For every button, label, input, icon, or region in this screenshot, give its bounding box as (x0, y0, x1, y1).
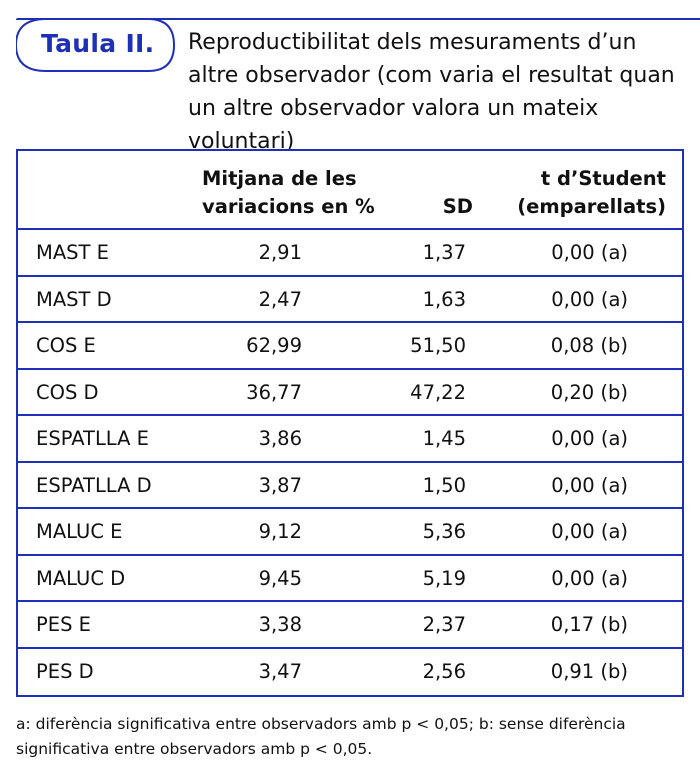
row-name: COS E (36, 334, 96, 357)
row-name: MAST D (36, 287, 112, 311)
row-mean: 3,47 (258, 659, 302, 683)
row-mean: 36,77 (246, 380, 302, 404)
row-sd: 2,56 (422, 659, 466, 683)
table-label: Taula II. (41, 29, 155, 58)
row-sd: 51,50 (410, 334, 466, 357)
row-name: COS D (36, 380, 99, 404)
row-name: PES D (36, 659, 94, 683)
table-row (18, 323, 682, 370)
row-t-student: 0,17 (b) (550, 613, 628, 636)
table-row (18, 463, 682, 510)
row-name: ESPATLLA E (36, 427, 149, 450)
row-mean: 2,91 (258, 241, 302, 264)
row-sd: 1,50 (422, 473, 466, 497)
table-row (18, 649, 682, 696)
row-t-student: 0,08 (b) (550, 334, 628, 357)
row-name: ESPATLLA D (36, 473, 152, 497)
row-t-student: 0,00 (a) (551, 566, 628, 590)
table-row (18, 370, 682, 417)
row-sd: 1,45 (422, 427, 466, 450)
row-sd: 5,19 (422, 566, 466, 590)
row-sd: 5,36 (422, 520, 466, 543)
header-sd: SD (442, 195, 473, 218)
table-caption: Reproductibilitat dels mesuraments d’un altre observador (com varia el resultat quan un altre observador valora un mateix voluntari) (188, 30, 675, 154)
row-t-student: 0,20 (b) (550, 380, 628, 404)
table-row (18, 277, 682, 324)
row-t-student: 0,00 (a) (551, 427, 628, 450)
table-row (18, 509, 682, 556)
row-mean: 9,12 (258, 520, 302, 543)
table-footnote: a: diferència significativa entre observadors amb p < 0,05; b: sense diferència significativa entre observadors amb p < 0,05. (16, 715, 626, 758)
table-header-row (18, 151, 682, 230)
row-name: MALUC E (36, 520, 123, 543)
row-name: MALUC D (36, 566, 126, 590)
row-sd: 2,37 (422, 613, 466, 636)
row-t-student: 0,00 (a) (551, 241, 628, 264)
header-t-line1: t d’Student (540, 167, 666, 190)
header-mean-line2: variacions en % (202, 195, 375, 218)
header-t-line2: (emparellats) (517, 195, 666, 218)
table-row (18, 602, 682, 649)
row-sd: 1,37 (422, 241, 466, 264)
row-name: MAST E (36, 241, 109, 264)
table-label-tab (16, 18, 174, 72)
table-row (18, 556, 682, 603)
header-t-student (516, 165, 666, 221)
row-t-student: 0,91 (b) (550, 659, 628, 683)
row-t-student: 0,00 (a) (551, 473, 628, 497)
row-t-student: 0,00 (a) (551, 520, 628, 543)
row-mean: 62,99 (246, 334, 302, 357)
header-mean (202, 165, 402, 221)
data-table (16, 149, 684, 697)
table-row (18, 230, 682, 277)
row-mean: 3,86 (258, 427, 302, 450)
row-sd: 47,22 (410, 380, 466, 404)
header-mean-line1: Mitjana de les (202, 167, 357, 190)
table-row (18, 416, 682, 463)
row-mean: 3,87 (258, 473, 302, 497)
row-name: PES E (36, 613, 91, 636)
row-mean: 9,45 (258, 566, 302, 590)
row-sd: 1,63 (422, 287, 466, 311)
row-t-student: 0,00 (a) (551, 287, 628, 311)
row-mean: 3,38 (258, 613, 302, 636)
row-mean: 2,47 (258, 287, 302, 311)
